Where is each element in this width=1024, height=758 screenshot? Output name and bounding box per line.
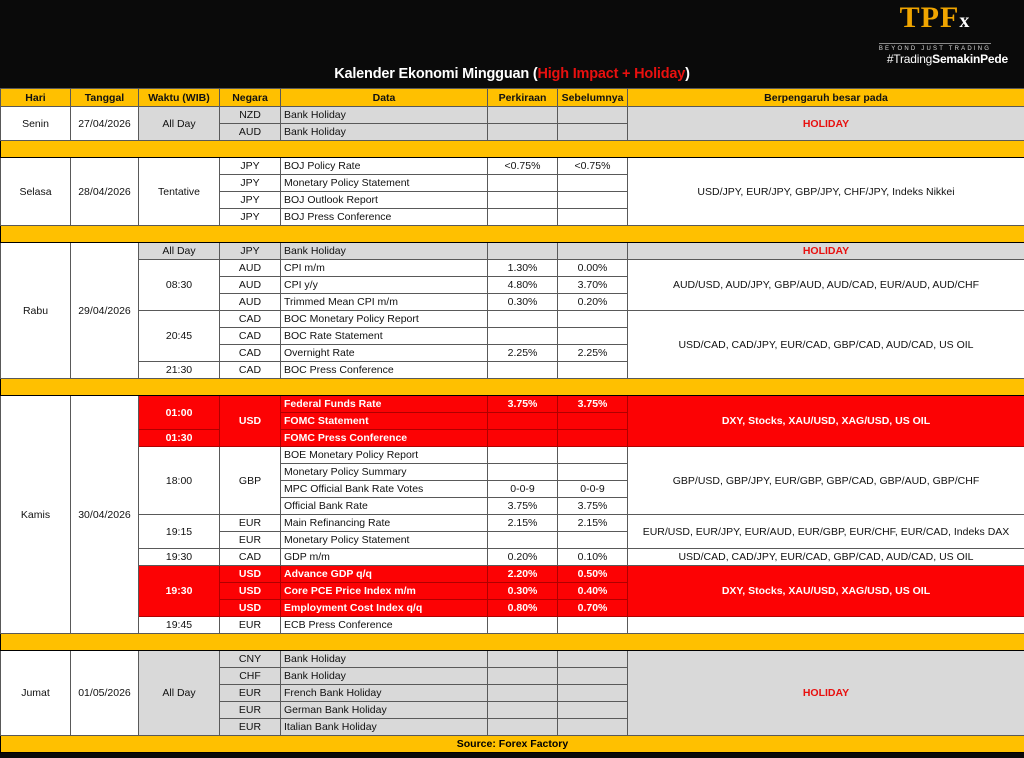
cell-sebelumnya: <0.75%: [558, 158, 628, 175]
cell-data: BOC Rate Statement: [281, 328, 488, 345]
day-separator: [1, 226, 1024, 243]
cell-sebelumnya: [558, 107, 628, 124]
cell-perkiraan: <0.75%: [488, 158, 558, 175]
cell-negara: GBP: [220, 447, 281, 515]
cell-sebelumnya: [558, 124, 628, 141]
cell-negara: USD: [220, 396, 281, 447]
cell-negara: CNY: [220, 651, 281, 668]
cell-negara: CAD: [220, 345, 281, 362]
cell-perkiraan: 3.75%: [488, 498, 558, 515]
cell-perkiraan: [488, 464, 558, 481]
day-separator-band: [1, 634, 1024, 651]
hashtag-suffix: SemakinPede: [932, 52, 1008, 66]
page-title: [0, 66, 1024, 82]
table-row: [1, 243, 1024, 260]
cell-sebelumnya: 3.75%: [558, 396, 628, 413]
table-row: [1, 617, 1024, 634]
cell-perkiraan: [488, 362, 558, 379]
cell-tanggal: 29/04/2026: [71, 243, 139, 379]
cell-sebelumnya: 2.25%: [558, 345, 628, 362]
col-header-berpengaruh: Berpengaruh besar pada: [628, 89, 1024, 107]
cell-data: Federal Funds Rate: [281, 396, 488, 413]
holiday-badge: HOLIDAY: [802, 245, 850, 257]
cell-perkiraan: [488, 107, 558, 124]
cell-sebelumnya: [558, 532, 628, 549]
cell-sebelumnya: [558, 243, 628, 260]
cell-berpengaruh: AUD/USD, AUD/JPY, GBP/AUD, AUD/CAD, EUR/AUD, AUD/CHF: [628, 260, 1024, 311]
cell-sebelumnya: [558, 430, 628, 447]
cell-sebelumnya: [558, 175, 628, 192]
cell-perkiraan: [488, 702, 558, 719]
cell-perkiraan: [488, 413, 558, 430]
cell-data: CPI m/m: [281, 260, 488, 277]
logo-tagline: BEYOND JUST TRADING: [879, 43, 991, 52]
title-main-text: Kalender Ekonomi Mingguan (: [334, 66, 538, 82]
tpfx-logo: [860, 2, 1010, 55]
col-header-sebelumnya: Sebelumnya: [558, 89, 628, 107]
cell-data: Bank Holiday: [281, 651, 488, 668]
cell-berpengaruh: [628, 617, 1024, 634]
col-header-hari: Hari: [1, 89, 71, 107]
cell-berpengaruh: USD/JPY, EUR/JPY, GBP/JPY, CHF/JPY, Indeks Nikkei: [628, 158, 1024, 226]
day-separator-band: [1, 141, 1024, 158]
cell-negara: NZD: [220, 107, 281, 124]
cell-sebelumnya: 0.00%: [558, 260, 628, 277]
cell-data: Official Bank Rate: [281, 498, 488, 515]
cell-data: BOJ Press Conference: [281, 209, 488, 226]
cell-data: Core PCE Price Index m/m: [281, 583, 488, 600]
col-header-perkiraan: Perkiraan: [488, 89, 558, 107]
cell-sebelumnya: 2.15%: [558, 515, 628, 532]
cell-perkiraan: 2.15%: [488, 515, 558, 532]
col-header-negara: Negara: [220, 89, 281, 107]
cell-negara: CAD: [220, 328, 281, 345]
cell-negara: EUR: [220, 719, 281, 736]
cell-waktu: 18:00: [139, 447, 220, 515]
cell-data: Bank Holiday: [281, 124, 488, 141]
cell-hari: Kamis: [1, 396, 71, 634]
cell-perkiraan: [488, 328, 558, 345]
col-header-waktu: Waktu (WIB): [139, 89, 220, 107]
cell-data: Advance GDP q/q: [281, 566, 488, 583]
cell-data: Monetary Policy Summary: [281, 464, 488, 481]
cell-data: Monetary Policy Statement: [281, 532, 488, 549]
title-close-text: ): [685, 66, 690, 82]
cell-sebelumnya: 0.70%: [558, 600, 628, 617]
cell-sebelumnya: 0.20%: [558, 294, 628, 311]
cell-negara: EUR: [220, 532, 281, 549]
cell-perkiraan: 0-0-9: [488, 481, 558, 498]
cell-data: MPC Official Bank Rate Votes: [281, 481, 488, 498]
cell-berpengaruh: DXY, Stocks, XAU/USD, XAG/USD, US OIL: [628, 566, 1024, 617]
cell-waktu: 20:45: [139, 311, 220, 362]
cell-tanggal: 28/04/2026: [71, 158, 139, 226]
day-separator: [1, 379, 1024, 396]
table-row: [1, 549, 1024, 566]
day-separator-band: [1, 379, 1024, 396]
cell-berpengaruh: [628, 651, 1024, 736]
cell-negara: AUD: [220, 294, 281, 311]
cell-perkiraan: 0.30%: [488, 583, 558, 600]
title-highlight-text: High Impact + Holiday: [537, 66, 686, 82]
cell-berpengaruh: USD/CAD, CAD/JPY, EUR/CAD, GBP/CAD, AUD/CAD, US OIL: [628, 549, 1024, 566]
hashtag-prefix: #Trading: [886, 52, 933, 66]
cell-negara: JPY: [220, 209, 281, 226]
cell-perkiraan: [488, 617, 558, 634]
cell-data: Overnight Rate: [281, 345, 488, 362]
cell-data: Bank Holiday: [281, 107, 488, 124]
day-separator: [1, 141, 1024, 158]
cell-sebelumnya: 0.10%: [558, 549, 628, 566]
cell-data: Bank Holiday: [281, 668, 488, 685]
cell-waktu: 19:30: [139, 549, 220, 566]
cell-data: German Bank Holiday: [281, 702, 488, 719]
header-row: [1, 89, 1024, 107]
cell-sebelumnya: [558, 702, 628, 719]
cell-tanggal: 27/04/2026: [71, 107, 139, 141]
cell-negara: JPY: [220, 243, 281, 260]
cell-data: Bank Holiday: [281, 243, 488, 260]
table-row: [1, 515, 1024, 532]
cell-data: BOE Monetary Policy Report: [281, 447, 488, 464]
cell-negara: AUD: [220, 260, 281, 277]
cell-hari: Selasa: [1, 158, 71, 226]
cell-sebelumnya: [558, 651, 628, 668]
cell-negara: EUR: [220, 685, 281, 702]
cell-sebelumnya: [558, 328, 628, 345]
table-row: [1, 447, 1024, 464]
cell-perkiraan: 0.30%: [488, 294, 558, 311]
cell-perkiraan: [488, 651, 558, 668]
cell-negara: CHF: [220, 668, 281, 685]
cell-perkiraan: 3.75%: [488, 396, 558, 413]
cell-negara: JPY: [220, 158, 281, 175]
cell-waktu: 01:30: [139, 430, 220, 447]
cell-perkiraan: 2.25%: [488, 345, 558, 362]
cell-sebelumnya: [558, 719, 628, 736]
holiday-badge: HOLIDAY: [802, 117, 850, 130]
cell-perkiraan: 4.80%: [488, 277, 558, 294]
cell-negara: USD: [220, 566, 281, 583]
cell-perkiraan: 0.20%: [488, 549, 558, 566]
cell-sebelumnya: [558, 413, 628, 430]
cell-data: Monetary Policy Statement: [281, 175, 488, 192]
cell-waktu: All Day: [139, 243, 220, 260]
table-row: [1, 158, 1024, 175]
cell-waktu: 19:15: [139, 515, 220, 549]
cell-negara: USD: [220, 600, 281, 617]
table-header: [1, 89, 1024, 107]
cell-perkiraan: [488, 311, 558, 328]
cell-negara: JPY: [220, 175, 281, 192]
source-footer: [1, 736, 1024, 753]
table-row: [1, 651, 1024, 668]
cell-perkiraan: [488, 192, 558, 209]
cell-negara: JPY: [220, 192, 281, 209]
cell-perkiraan: 2.20%: [488, 566, 558, 583]
cell-berpengaruh: DXY, Stocks, XAU/USD, XAG/USD, US OIL: [628, 396, 1024, 447]
top-banner: [0, 0, 1024, 88]
cell-perkiraan: [488, 668, 558, 685]
cell-perkiraan: [488, 430, 558, 447]
cell-waktu: Tentative: [139, 158, 220, 226]
logo-wordmark: [860, 2, 1010, 37]
cell-sebelumnya: [558, 362, 628, 379]
logo-tp-text: TPF: [899, 1, 960, 34]
cell-data: BOC Monetary Policy Report: [281, 311, 488, 328]
cell-data: Trimmed Mean CPI m/m: [281, 294, 488, 311]
cell-waktu: 01:00: [139, 396, 220, 430]
cell-waktu: 19:30: [139, 566, 220, 617]
economic-calendar-table: [0, 88, 1024, 753]
cell-perkiraan: [488, 719, 558, 736]
cell-sebelumnya: 0.40%: [558, 583, 628, 600]
table-row: [1, 566, 1024, 583]
day-separator: [1, 634, 1024, 651]
cell-data: BOC Press Conference: [281, 362, 488, 379]
cell-perkiraan: [488, 243, 558, 260]
cell-data: FOMC Statement: [281, 413, 488, 430]
col-header-tanggal: Tanggal: [71, 89, 139, 107]
cell-sebelumnya: [558, 464, 628, 481]
cell-negara: AUD: [220, 124, 281, 141]
cell-hari: Senin: [1, 107, 71, 141]
cell-data: CPI y/y: [281, 277, 488, 294]
source-footer-label: Source: Forex Factory: [1, 736, 1024, 753]
table-row: [1, 260, 1024, 277]
cell-perkiraan: [488, 685, 558, 702]
cell-data: French Bank Holiday: [281, 685, 488, 702]
table-row: [1, 311, 1024, 328]
cell-sebelumnya: 0.50%: [558, 566, 628, 583]
cell-berpengaruh: GBP/USD, GBP/JPY, EUR/GBP, GBP/CAD, GBP/AUD, GBP/CHF: [628, 447, 1024, 515]
cell-sebelumnya: [558, 209, 628, 226]
cell-hari: Rabu: [1, 243, 71, 379]
cell-negara: CAD: [220, 549, 281, 566]
cell-negara: EUR: [220, 702, 281, 719]
cell-waktu: 08:30: [139, 260, 220, 311]
cell-data: Italian Bank Holiday: [281, 719, 488, 736]
cell-perkiraan: [488, 175, 558, 192]
cell-sebelumnya: [558, 617, 628, 634]
cell-data: BOJ Outlook Report: [281, 192, 488, 209]
cell-data: Employment Cost Index q/q: [281, 600, 488, 617]
table-row: [1, 396, 1024, 413]
cell-berpengaruh: USD/CAD, CAD/JPY, EUR/CAD, GBP/CAD, AUD/CAD, US OIL: [628, 311, 1024, 379]
cell-sebelumnya: 0-0-9: [558, 481, 628, 498]
cell-negara: USD: [220, 583, 281, 600]
day-separator-band: [1, 226, 1024, 243]
cell-data: FOMC Press Conference: [281, 430, 488, 447]
cell-perkiraan: [488, 532, 558, 549]
cell-data: BOJ Policy Rate: [281, 158, 488, 175]
cell-waktu: 21:30: [139, 362, 220, 379]
cell-berpengaruh: [628, 243, 1024, 260]
cell-sebelumnya: [558, 447, 628, 464]
cell-waktu: All Day: [139, 651, 220, 736]
cell-sebelumnya: [558, 192, 628, 209]
cell-data: ECB Press Conference: [281, 617, 488, 634]
cell-sebelumnya: 3.70%: [558, 277, 628, 294]
logo-x-text: x: [959, 10, 971, 32]
cell-data: Main Refinancing Rate: [281, 515, 488, 532]
cell-hari: Jumat: [1, 651, 71, 736]
cell-berpengaruh: EUR/USD, EUR/JPY, EUR/AUD, EUR/GBP, EUR/CHF, EUR/CAD, Indeks DAX: [628, 515, 1024, 549]
table-row: [1, 107, 1024, 124]
cell-negara: EUR: [220, 617, 281, 634]
cell-perkiraan: [488, 124, 558, 141]
cell-waktu: 19:45: [139, 617, 220, 634]
cell-sebelumnya: [558, 685, 628, 702]
cell-waktu: All Day: [139, 107, 220, 141]
cell-negara: EUR: [220, 515, 281, 532]
col-header-data: Data: [281, 89, 488, 107]
cell-perkiraan: [488, 447, 558, 464]
cell-negara: CAD: [220, 311, 281, 328]
cell-sebelumnya: 3.75%: [558, 498, 628, 515]
cell-negara: AUD: [220, 277, 281, 294]
cell-data: GDP m/m: [281, 549, 488, 566]
cell-negara: CAD: [220, 362, 281, 379]
cell-berpengaruh: [628, 107, 1024, 141]
cell-tanggal: 30/04/2026: [71, 396, 139, 634]
table-body: [1, 107, 1024, 753]
hashtag-slogan: [887, 52, 1008, 66]
holiday-badge: HOLIDAY: [802, 687, 850, 699]
cell-sebelumnya: [558, 311, 628, 328]
cell-tanggal: 01/05/2026: [71, 651, 139, 736]
cell-sebelumnya: [558, 668, 628, 685]
cell-perkiraan: [488, 209, 558, 226]
cell-perkiraan: 0.80%: [488, 600, 558, 617]
cell-perkiraan: 1.30%: [488, 260, 558, 277]
